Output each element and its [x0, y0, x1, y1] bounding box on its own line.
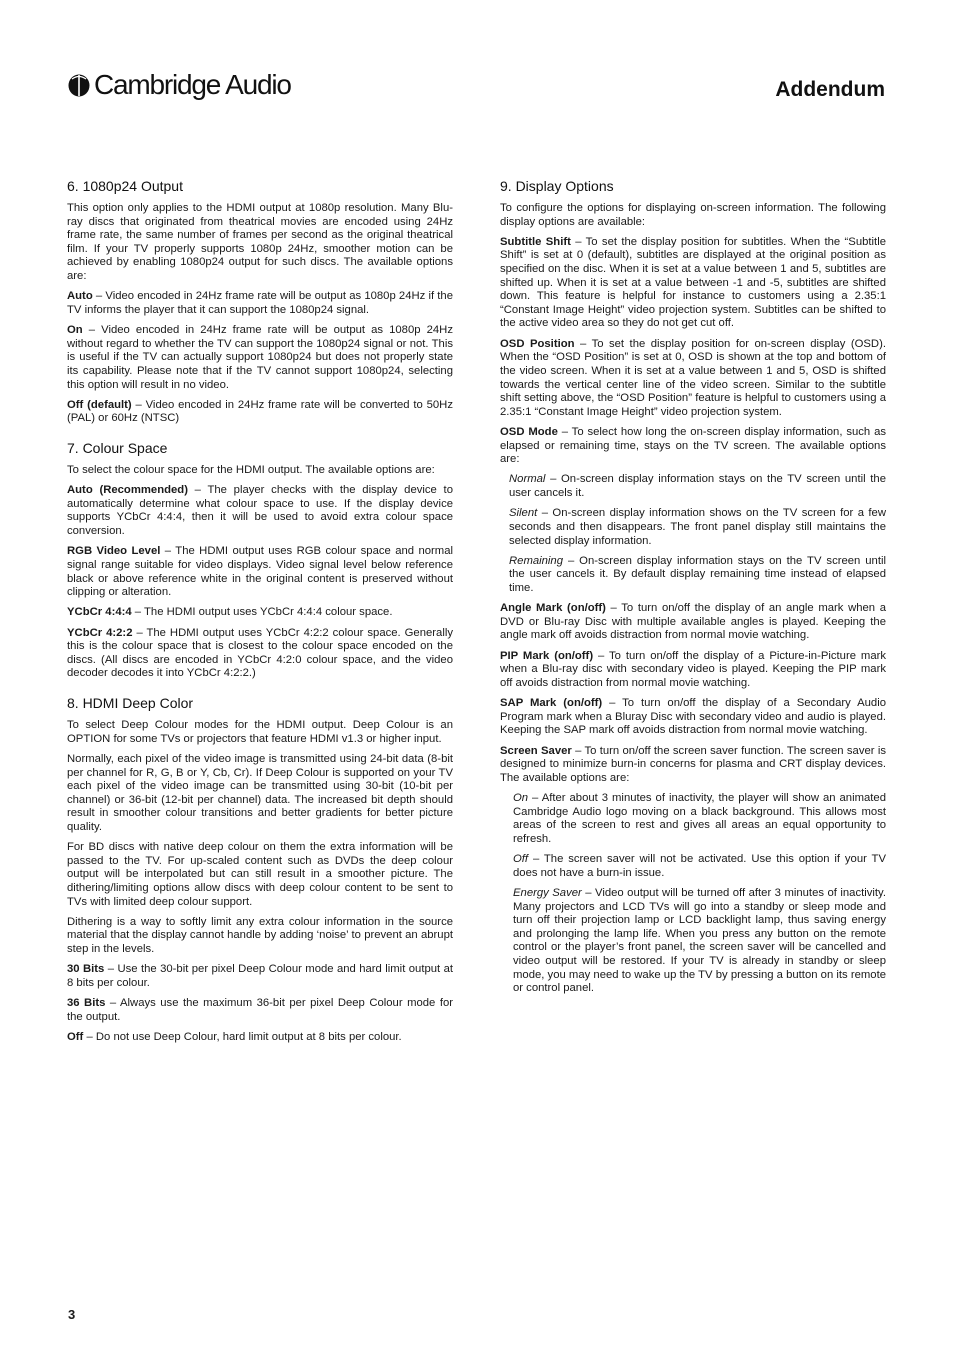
option-text: – The player checks with the display device to automatically determine what colour space to use. If the display device supports YCbCr 4:4:4, then it will be used to avoid extra colour space conversion. [67, 484, 453, 538]
option-text: – To set the display position for on-screen display (OSD). When the “OSD Position” is set at 0, OSD is shown at the top and bottom of the video screen. When it is set at a value between 1 and 5, OSD is shifted towards the vertical center line of the video screen. Similar to the subtitle shift setting above, the “OSD Position” feature is helpful to customers using a 2.35:1 “Constant Image Height” video projection system. [500, 337, 886, 418]
option-text: – To turn on/off the screen saver function. The screen saver is designed to minimize burn-in concerns for plasma and CRT display devices. The available options are: [500, 744, 886, 784]
option-term: Screen Saver [500, 744, 572, 757]
section-colour-space [67, 440, 453, 681]
option-text: – To turn on/off the display of a Secondary Audio Program mark when a Bluray Disc with secondary video and audio is played. Keeping the SAP mark off avoids distraction from normal movie watching. [500, 697, 886, 737]
cambridge-audio-logo-icon [68, 73, 90, 97]
option-paragraph [500, 602, 886, 643]
sub-option-paragraph [513, 853, 886, 880]
option-term: On [67, 324, 83, 337]
sub-option-text: – After about 3 minutes of inactivity, the player will show an animated Cambridge Audio logo moving on a black background. This allows most areas of the screen to rest and gives all areas an equal opportunity to refresh. [513, 792, 886, 845]
option-text: – To set the display position for subtitles. When the “Subtitle Shift” is set at 0 (default), subtitles are displayed at the original position as specified on the disc. When it is set at a value between 1 and 5, subtitles are shifted up. When it is set at a value between -1 and -5, subtitles are shifted down. This feature is helpful for instance to customers using a 2.35:1 “Constant Image Height” video projection system. Subtitles can be shifted to the active video area so they do not get cut off. [500, 235, 886, 330]
option-paragraph [500, 236, 886, 331]
option-paragraph [67, 545, 453, 599]
brand-logo [68, 70, 291, 100]
sub-option-text: – Video output will be turned off after 3 minutes of inactivity. Many projectors and LCD TVs will go into a standby or sleep mode and turn off their projection lamp or LCD backlight lamp, thus saving energy and prolonging the lamp life. When you press any button on the remote control or the player’s front panel, the screen saver will be cancelled and video output will be restored. If your TV is already in standby or sleep mode, you may need to wake up the TV by pressing a button on its remote or control panel. [513, 887, 886, 995]
section-display-options [500, 178, 886, 996]
option-text: – Use the 30-bit per pixel Deep Colour mode and hard limit output at 8 bits per colour. [67, 963, 453, 989]
sub-option-term: Energy Saver [513, 887, 582, 900]
sub-option-term: Silent [509, 507, 538, 520]
paragraph: For BD discs with native deep colour on them the extra information will be passed to the TV. For up-scaled content such as DVDs the deep colour output will be interpolated but can still result in a smoother picture. The dithering/limiting options allow discs with deep colour content to be sent to TVs with limited deep colour support. [67, 841, 453, 908]
option-term: 30 Bits [67, 963, 105, 976]
option-text: – To turn on/off the display of a Picture-in-Picture mark when a Blu-ray disc with secondary video is played. Keeping the PIP mark off avoids distraction from normal movie watching. [500, 649, 887, 689]
paragraph: To select Deep Colour modes for the HDMI output. Deep Colour is an OPTION for some TVs or projectors that feature HDMI v1.3 or higher input. [67, 719, 453, 745]
brand-name: Cambridge Audio [94, 69, 291, 100]
option-term: YCbCr 4:4:4 [67, 606, 132, 619]
section-hdmi-deep-color [67, 695, 453, 1045]
option-term: RGB Video Level [67, 545, 161, 558]
sub-option-paragraph [513, 887, 886, 996]
option-paragraph [500, 426, 886, 467]
sub-option-term: Normal [509, 473, 546, 486]
option-text: – Video encoded in 24Hz frame rate will be output as 1080p 24Hz if the TV informs the player that it can support the 1080p24 signal. [67, 290, 453, 316]
section-heading: 7. Colour Space [67, 439, 168, 456]
option-term: Off (default) [67, 398, 132, 411]
option-paragraph [500, 650, 886, 691]
option-term: SAP Mark (on/off) [500, 697, 603, 710]
option-text: – To select how long the on-screen display information, such as elapsed or remaining time, stays on the TV screen. The available options are: [500, 425, 886, 466]
option-text: – Video encoded in 24Hz frame rate will be output as 1080p 24Hz without regard to whether the TV can support the 1080p24 signal or not. This is useful if the TV can actually support 1080p24 but does not properly state its capability. Please note that if the TV cannot support 1080p24, selecting this option will result in no video. [67, 324, 453, 391]
option-text: – Video encoded in 24Hz frame rate will be converted to 50Hz (PAL) or 60Hz (NTSC) [67, 398, 453, 425]
option-term: YCbCr 4:2:2 [67, 626, 133, 639]
sub-option-term: Remaining [509, 554, 564, 567]
option-term: 36 Bits [67, 997, 106, 1010]
option-text: – To turn on/off the display of an angle mark when a DVD or Blu-ray Disc with multiple available angles is played. Keeping the angle mark off avoids distraction from normal movie watching. [500, 602, 886, 642]
section-heading: 9. Display Options [500, 178, 614, 194]
sub-option-paragraph [509, 507, 886, 548]
option-term: Off [67, 1031, 84, 1044]
sub-option-term: Off [513, 853, 529, 866]
paragraph: Dithering is a way to softly limit any extra colour information in the source material that the display cannot handle by adding ‘noise’ to prevent an abrupt step in the levels. [67, 915, 453, 955]
paragraph: To select the colour space for the HDMI output. The available options are: [67, 463, 435, 476]
option-paragraph [67, 606, 453, 620]
option-term: Auto [67, 290, 93, 303]
option-paragraph [67, 324, 453, 392]
option-paragraph [500, 697, 886, 738]
option-text: – The HDMI output uses YCbCr 4:2:2 colour space. Generally this is the colour space that is closest to the colour space encoded on the discs. (All discs are encoded in YCbCr 4:2:0 colour space, and the video decoder decodes it into YCbCr 4:2:2.) [67, 626, 453, 680]
sub-option-text: – On-screen display information shows on the TV screen for a few seconds and then disappears. The front panel display still maintains the selected display information. [509, 507, 886, 547]
sub-option-text: – The screen saver will not be activated. Use this option if your TV does not have a burn-in issue. [513, 853, 886, 879]
option-text: – The HDMI output uses RGB colour space and normal signal range suitable for video displays. Video signal level below reference black or above reference white in the original content is preserved without clipping or alteration. [67, 545, 454, 599]
paragraph: To configure the options for displaying on-screen information. The following display options are available: [500, 202, 886, 228]
sub-option-paragraph [509, 555, 886, 596]
option-text: – Always use the maximum 36-bit per pixel Deep Colour mode for the output. [67, 997, 453, 1023]
option-paragraph [67, 963, 453, 990]
option-paragraph [67, 1031, 453, 1045]
option-term: OSD Position [500, 337, 575, 350]
page-number: 3 [68, 1307, 76, 1322]
option-term: Subtitle Shift [500, 235, 571, 248]
sub-option-paragraph [513, 792, 886, 846]
option-paragraph [67, 290, 453, 317]
option-term: Angle Mark (on/off) [500, 602, 606, 615]
option-term: Auto (Recommended) [67, 484, 188, 497]
option-term: PIP Mark (on/off) [500, 649, 594, 662]
sub-option-text: – On-screen display information stays on the TV screen until the user cancels it. [509, 473, 886, 500]
section-heading: 6. 1080p24 Output [67, 178, 183, 194]
option-paragraph [67, 484, 453, 538]
option-term: OSD Mode [500, 425, 558, 438]
option-paragraph [500, 745, 886, 786]
left-column [67, 178, 453, 1059]
section-heading: 8. HDMI Deep Color [67, 695, 194, 712]
right-column [500, 178, 886, 1010]
paragraph: This option only applies to the HDMI output at 1080p resolution. Many Blu-ray discs that originated from theatrical movies are encoded using 24Hz frame rate, the same number of frames per second as the original theatrical film. If your TV properly supports 1080p 24Hz, smoother motion can be achieved by enabling 1080p24 output for such discs. The available options are: [67, 202, 453, 282]
option-paragraph [500, 338, 886, 420]
paragraph: Normally, each pixel of the video image is transmitted using 24-bit data (8-bit per channel for R, G, B or Y, Cb, Cr). If Deep Colour is supported on your TV each pixel of the video image can be transmitted using 30-bit (10-bit per channel) or 36-bit (12-bit per channel) data. The increased bit depth should result in smoother colour transitions and better gradients for better picture quality. [67, 752, 453, 833]
option-paragraph [67, 627, 453, 681]
option-text: – Do not use Deep Colour, hard limit output at 8 bits per colour. [83, 1031, 402, 1044]
sub-option-text: – On-screen display information stays on the TV screen until the user cancels it. By default display remaining time instead of elapsed time. [509, 554, 886, 594]
sub-option-term: On [513, 792, 529, 805]
option-paragraph [67, 399, 453, 426]
section-1080p24-output [67, 178, 453, 426]
sub-option-paragraph [509, 473, 886, 500]
option-paragraph [67, 997, 453, 1024]
page-title: Addendum [775, 78, 885, 101]
option-text: – The HDMI output uses YCbCr 4:4:4 colour space. [131, 606, 393, 619]
